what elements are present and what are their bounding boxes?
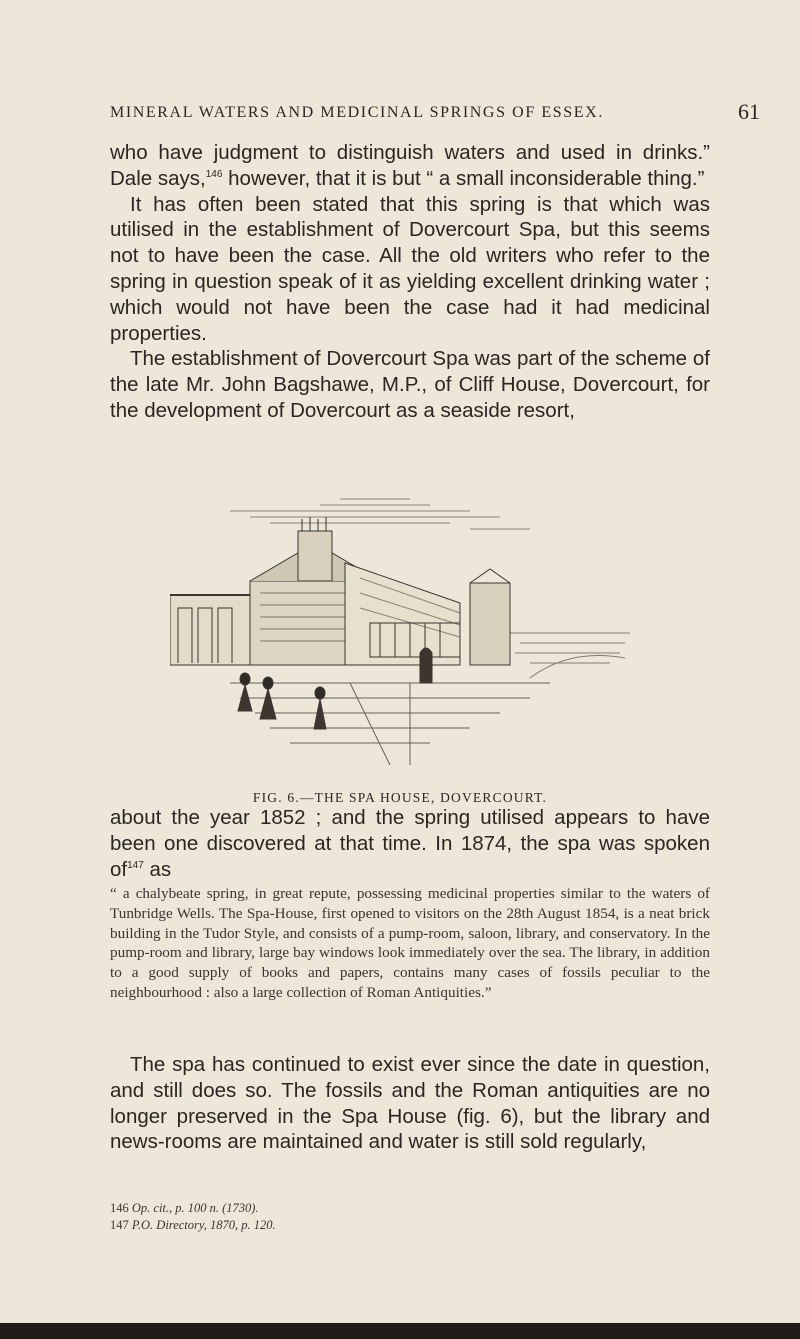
sky-hatching [230,499,530,529]
sea-hatching [510,633,630,678]
running-header [110,99,760,124]
scan-edge-bar [0,1323,800,1339]
footnote-ref[interactable]: 147 [127,859,144,871]
footnote-146: 146 Op. cit., p. 100 n. (1730). [110,1201,259,1215]
page-number: 61 [738,99,760,124]
paragraph-3: The establishment of Dovercourt Spa was part of the scheme of the late Mr. John Bagshawe, M.P., of Cliff House, Dovercourt, for the development of Dovercourt as a seaside resort, [110,347,710,422]
paragraph-1: who have judgment to distinguish waters and used in drinks.” Dale says,$^{146}$ however, that it is but “ a small inconsiderable thing.” [110,141,710,190]
block-quote: “ a chalybeate spring, in great repute, possessing medicinal properties similar to the waters of Tunbridge Wells. The Spa-House, first opened to visitors on the 28th August 1854, is a neat brick building in the Tudor Style, and consists of a pump-room, saloon, library, and conservatory. In the pump-room and library, large bay windows look immediately over the sea. The library, in addition to a good supply of books and papers, contains many cases of fossils peculiar to the neighbourhood : also a large collection of Roman Antiquities.” [110,885,710,1001]
body-middle [110,805,710,882]
paragraph-2: It has often been stated that this spring is that which was utilised in the establishment of Dovercourt Spa, but this seems not to have been the case. All the old writers who refer to the spring in question speak of it as yielding excellent drinking water ; which would not have been the case had it had medicinal properties. [110,192,710,345]
spa-house-illustration [170,483,632,765]
footnotes [110,1200,710,1234]
body-upper [110,140,710,424]
figure-caption: FIG. 6.—THE SPA HOUSE, DOVERCOURT. [252,790,548,805]
body-lower [110,1052,710,1155]
paragraph-5: The spa has continued to exist ever since the date in question, and still does so. The fossils and the Roman antiquities are no longer preserved in the Spa House (fig. 6), but the library and news-rooms are maintained and water is still sold regularly, [110,1053,710,1154]
footnote-ref[interactable]: 146 [205,168,223,180]
header-title: MINERAL WATERS AND MEDICINAL SPRINGS OF ESSEX. [110,104,604,121]
paragraph-4: about the year 1852 ; and the spring utilised appears to have been one discovered at that time. In 1874, the spa was spoken $of^{147}$ as [110,806,710,881]
terrace [230,683,550,765]
footnote-147: 147 P.O. Directory, 1870, p. 120. [110,1218,276,1232]
spa-building [170,517,510,665]
